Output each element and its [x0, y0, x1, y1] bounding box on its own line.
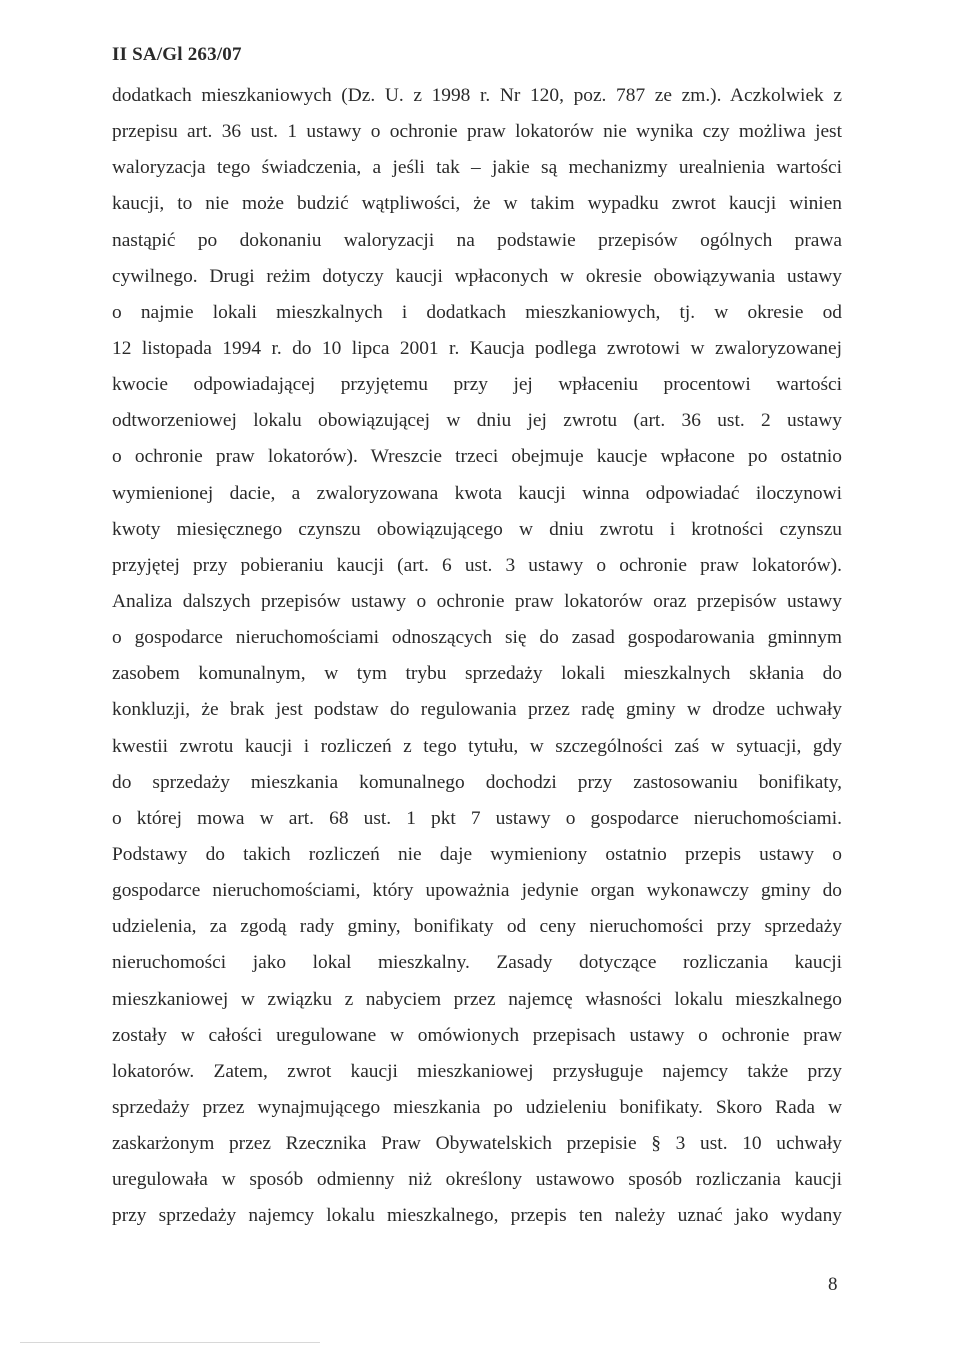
text-line: do sprzedaży mieszkania komunalnego dochodzi przy zastosowaniu bonifikaty, — [112, 771, 842, 793]
text-line: kaucji, to nie może budzić wątpliwości, że w takim wypadku zwrot kaucji winien — [112, 193, 842, 215]
text-line: konkluzji, że brak jest podstaw do regulowania przez radę gminy w drodze uchwały — [112, 699, 842, 721]
text-line: przy sprzedaży najemcy lokalu mieszkalnego, przepis ten należy uznać jako wydany — [112, 1205, 842, 1227]
text-line: udzielenia, za zgodą rady gminy, bonifikaty od ceny nieruchomości przy sprzedaży — [112, 916, 842, 938]
text-line: dodatkach mieszkaniowych (Dz. U. z 1998 r. Nr 120, poz. 787 ze zm.). Aczkolwiek z — [112, 85, 842, 106]
scan-edge-divider — [20, 1342, 320, 1343]
text-line: kwestii zwrotu kaucji i rozliczeń z tego tytułu, w szczególności zaś w sytuacji, gdy — [112, 735, 842, 757]
text-line: o której mowa w art. 68 ust. 1 pkt 7 ustawy o gospodarce nieruchomościami. — [112, 807, 842, 829]
text-line: przyjętej przy pobieraniu kaucji (art. 6 ust. 3 ustawy o ochronie praw lokatorów). — [112, 554, 842, 576]
page-number: 8 — [828, 1274, 838, 1295]
text-line: o gospodarce nieruchomościami odnoszących się do zasad gospodarowania gminnym — [112, 627, 842, 649]
text-line: zaskarżonym przez Rzecznika Praw Obywatelskich przepisie § 3 ust. 10 uchwały — [112, 1133, 842, 1155]
text-line: lokatorów. Zatem, zwrot kaucji mieszkaniowej przysługuje najemcy także przy — [112, 1060, 842, 1082]
text-line: nastąpić po dokonaniu waloryzacji na podstawie przepisów ogólnych prawa — [112, 229, 842, 251]
text-line: kwoty miesięcznego czynszu obowiązującego w dniu zwrotu i krotności czynszu — [112, 518, 842, 540]
text-line: wymienionej dacie, a zwaloryzowana kwota kaucji winna odpowiadać iloczynowi — [112, 482, 842, 504]
text-line: Analiza dalszych przepisów ustawy o ochronie praw lokatorów oraz przepisów ustawy — [112, 590, 842, 612]
text-line: zasobem komunalnym, w tym trybu sprzedaży lokali mieszkalnych skłania do — [112, 663, 842, 685]
text-line: Podstawy do takich rozliczeń nie daje wymieniony ostatnio przepis ustawy o — [112, 843, 842, 865]
text-line: sprzedaży przez wynajmującego mieszkania po udzieleniu bonifikaty. Skoro Rada w — [112, 1096, 842, 1118]
text-line: o najmie lokali mieszkalnych i dodatkach mieszkaniowych, tj. w okresie od — [112, 301, 842, 323]
text-line: mieszkaniowej w związku z nabyciem przez najemcę własności lokalu mieszkalnego — [112, 988, 842, 1010]
text-line: cywilnego. Drugi reżim dotyczy kaucji wpłaconych w okresie obowiązywania ustawy — [112, 265, 842, 287]
text-line: gospodarce nieruchomościami, który upoważnia jedynie organ wykonawczy gminy do — [112, 880, 842, 902]
text-line: odtworzeniowej lokalu obowiązującej w dniu jej zwrotu (art. 36 ust. 2 ustawy — [112, 410, 842, 432]
text-line: uregulowała w sposób odmienny niż określony ustawowo sposób rozliczania kaucji — [112, 1169, 842, 1191]
text-line: nieruchomości jako lokal mieszkalny. Zasady dotyczące rozliczania kaucji — [112, 952, 842, 974]
text-line: zostały w całości uregulowane w omówionych przepisach ustawy o ochronie praw — [112, 1024, 842, 1046]
text-line: kwocie odpowiadającej przyjętemu przy jej wpłaceniu procentowi wartości — [112, 374, 842, 396]
text-line: o ochronie praw lokatorów). Wreszcie trzeci obejmuje kaucje wpłacone po ostatnio — [112, 446, 842, 468]
text-line: waloryzacja tego świadczenia, a jeśli tak – jakie są mechanizmy urealnienia wartości — [112, 157, 842, 179]
case-reference: II SA/Gl 263/07 — [112, 44, 242, 65]
body-text — [112, 78, 842, 1235]
text-line: 12 listopada 1994 r. do 10 lipca 2001 r. Kaucja podlega zwrotowi w zwaloryzowanej — [112, 337, 842, 359]
text-line: przepisu art. 36 ust. 1 ustawy o ochronie praw lokatorów nie wynika czy możliwa jest — [112, 121, 842, 143]
